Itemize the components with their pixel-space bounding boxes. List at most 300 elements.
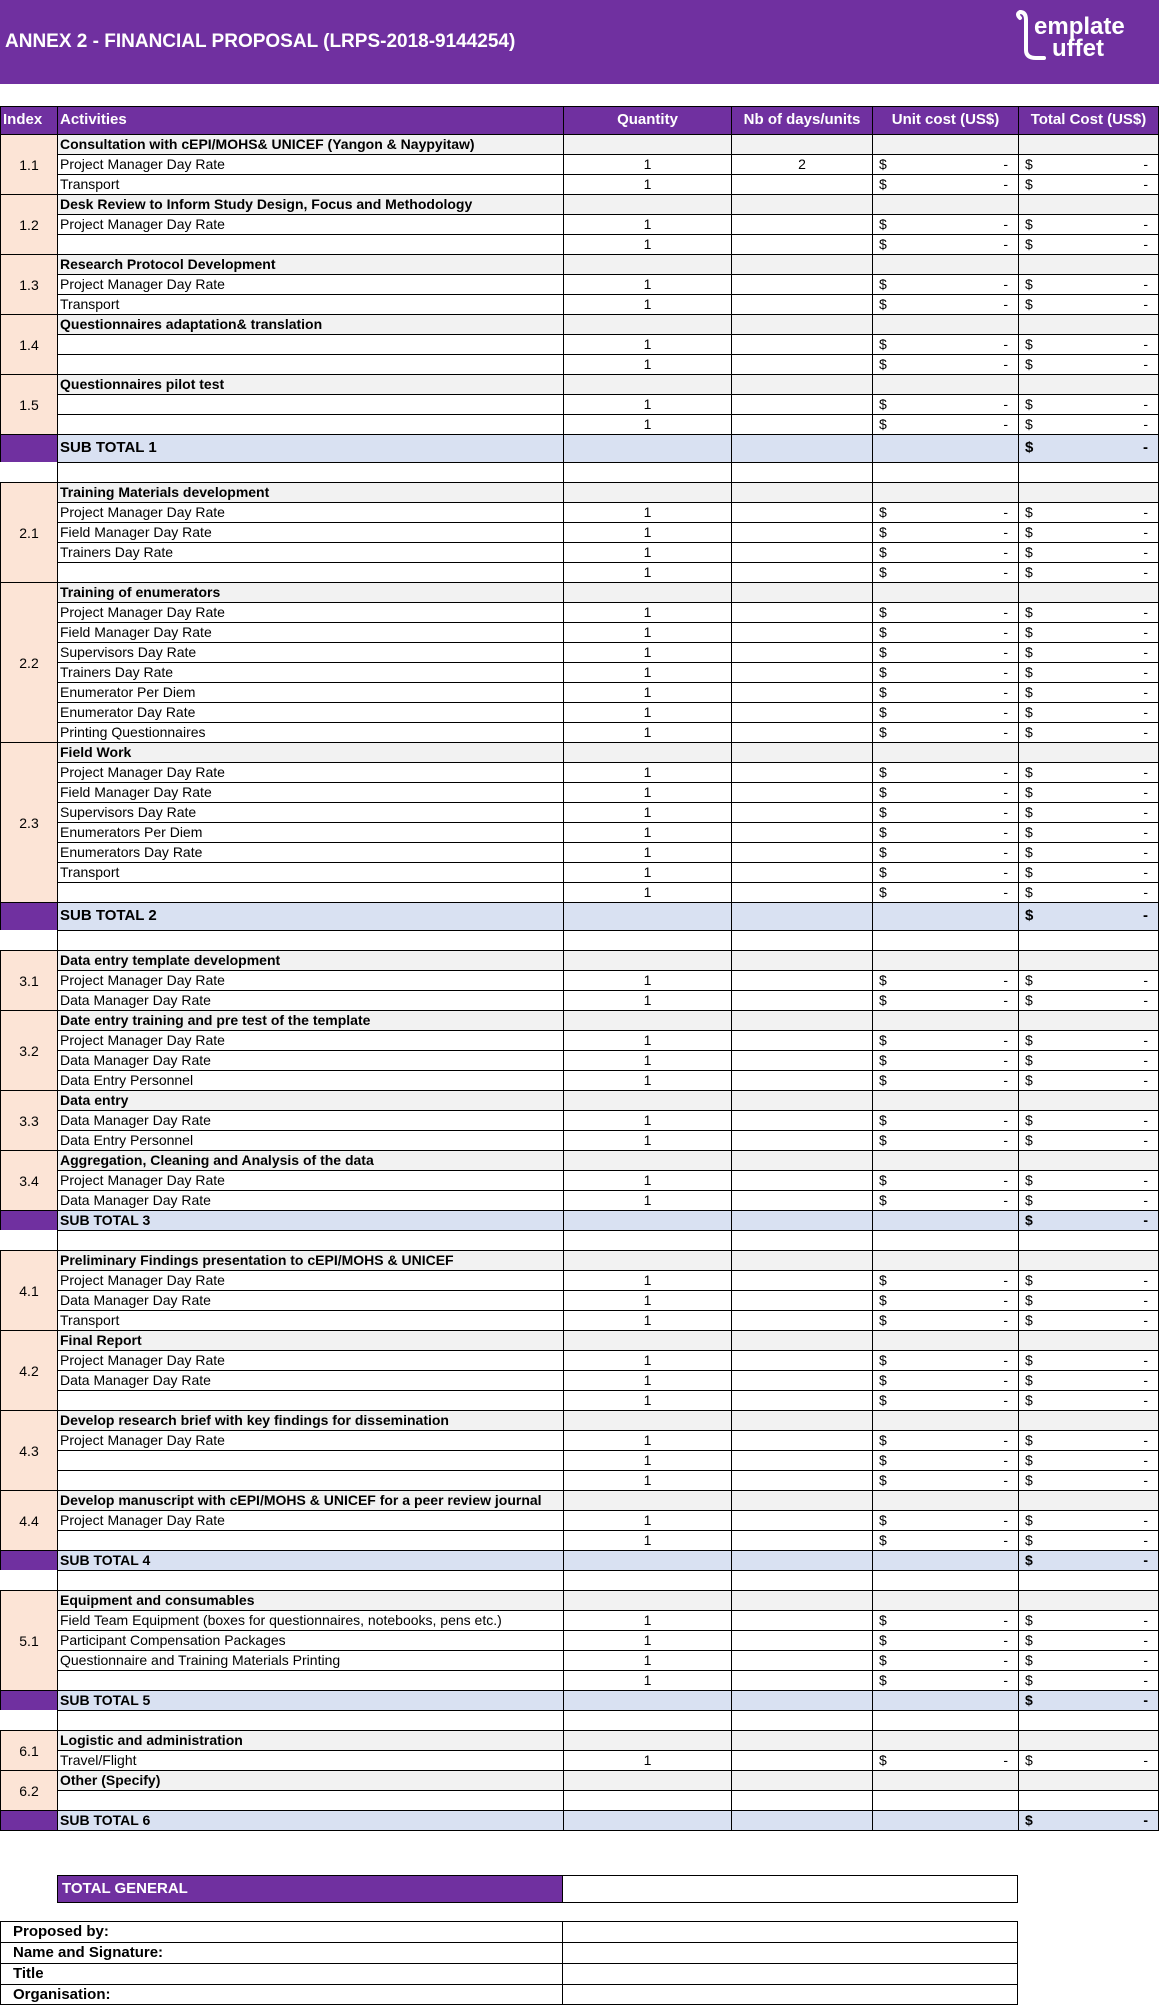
section-cell [563,742,731,762]
item-unit-cost [872,762,1018,782]
spacer-cell [872,930,1018,950]
section-cell [731,1410,872,1430]
subtotal-cell [563,434,731,462]
subtotal-amount-currency: $ [1025,1212,1033,1228]
item-total-cost-currency: $ [1025,784,1033,800]
item-days [731,522,872,542]
spacer-cell [872,462,1018,482]
item-unit-cost-amount: - [1003,1472,1008,1488]
row-index: 2.1 [0,482,57,582]
item-total-cost-currency: $ [1025,972,1033,988]
item-unit-cost-currency: $ [879,1072,887,1088]
item-total-cost [1018,1430,1159,1450]
item-unit-cost-amount: - [1003,604,1008,620]
item-total-cost-currency: $ [1025,804,1033,820]
section-header [0,1410,1159,1430]
section-cell [872,1090,1018,1110]
table-header [0,106,1159,134]
item-unit-cost-currency: $ [879,1452,887,1468]
item-days [731,662,872,682]
subtotal-amount [1018,1690,1159,1710]
item-days [731,1290,872,1310]
item-unit-cost-amount: - [1003,864,1008,880]
section-cell [563,582,731,602]
line-item [0,1190,1159,1210]
section-cell [1018,254,1159,274]
item-total-cost-amount: - [1143,1372,1148,1388]
item-label: Transport [57,174,563,194]
section-cell [563,134,731,154]
section-cell [731,1250,872,1270]
item-unit-cost [872,1170,1018,1190]
item-total-cost-currency: $ [1025,1652,1033,1668]
item-label: Project Manager Day Rate [57,154,563,174]
spacer-cell [1018,1710,1159,1730]
spacer-cell [563,930,731,950]
table-bottom-border [0,1830,1159,1831]
item-days [731,882,872,902]
item-unit-cost [872,1750,1018,1770]
item-total-cost-amount: - [1143,844,1148,860]
subtotal-amount-currency: $ [1025,1812,1033,1828]
item-label [57,1470,563,1490]
item-unit-cost-amount: - [1003,1112,1008,1128]
subtotal-amount [1018,1550,1159,1570]
item-total-cost-amount: - [1143,1132,1148,1148]
column-header-5: Total Cost (US$) [1018,106,1159,134]
item-total-cost [1018,1190,1159,1210]
section-cell [872,1410,1018,1430]
section-cell [872,254,1018,274]
item-total-cost-currency: $ [1025,156,1033,172]
item-quantity: 1 [563,662,731,682]
signature-value [562,1984,1018,2005]
item-label: Field Manager Day Rate [57,522,563,542]
item-unit-cost [872,642,1018,662]
item-unit-cost-amount: - [1003,1352,1008,1368]
item-unit-cost [872,562,1018,582]
item-quantity: 1 [563,842,731,862]
subtotal-amount-amount: - [1143,1212,1148,1228]
item-unit-cost-currency: $ [879,1672,887,1688]
item-days [731,1030,872,1050]
row-index: 6.2 [0,1770,57,1810]
subtotal-cell [731,1550,872,1570]
item-unit-cost-amount: - [1003,784,1008,800]
item-unit-cost [872,1270,1018,1290]
item-days [731,1670,872,1690]
item-total-cost-currency: $ [1025,296,1033,312]
section-cell [563,194,731,214]
section-cell [731,1590,872,1610]
item-quantity: 1 [563,1290,731,1310]
line-item [0,1050,1159,1070]
item-unit-cost [872,842,1018,862]
subtotal-row [0,902,1159,930]
item-unit-cost-amount: - [1003,1132,1008,1148]
section-header [0,254,1159,274]
item-total-cost-currency: $ [1025,216,1033,232]
item-total-cost [1018,702,1159,722]
item-days [731,1430,872,1450]
item-total-cost-amount: - [1143,1072,1148,1088]
item-unit-cost [872,862,1018,882]
item-quantity: 1 [563,622,731,642]
subtotal-label: SUB TOTAL 1 [57,434,563,462]
item-total-cost-amount: - [1143,1452,1148,1468]
item-unit-cost-amount: - [1003,684,1008,700]
item-unit-cost-amount: - [1003,764,1008,780]
item-unit-cost-currency: $ [879,624,887,640]
item-unit-cost-amount: - [1003,1272,1008,1288]
item-days [731,1190,872,1210]
line-item [0,1170,1159,1190]
signature-label: Organisation: [0,1984,563,2005]
item-total-cost-amount: - [1143,176,1148,192]
item-total-cost-amount: - [1143,992,1148,1008]
item-unit-cost-currency: $ [879,784,887,800]
section-cell [1018,1330,1159,1350]
line-item [0,294,1159,314]
item-label [57,1670,563,1690]
item-label: Project Manager Day Rate [57,1430,563,1450]
item-unit-cost-amount: - [1003,396,1008,412]
spacer-cell [731,1710,872,1730]
subtotal-row [0,1810,1159,1830]
item-total-cost-amount: - [1143,624,1148,640]
item-total-cost-currency: $ [1025,544,1033,560]
signature-row [0,1921,1018,1942]
item-total-cost-currency: $ [1025,884,1033,900]
item-total-cost [1018,1130,1159,1150]
item-total-cost-currency: $ [1025,1472,1033,1488]
item-total-cost [1018,542,1159,562]
item-days [731,1630,872,1650]
item-days [731,1470,872,1490]
item-total-cost-currency: $ [1025,1272,1033,1288]
section-title: Final Report [57,1330,563,1350]
item-quantity: 1 [563,602,731,622]
line-item [0,990,1159,1010]
section-cell [872,1590,1018,1610]
item-total-cost-currency: $ [1025,664,1033,680]
row-index: 4.4 [0,1490,57,1550]
item-label: Transport [57,294,563,314]
section-cell [872,482,1018,502]
item-days [731,234,872,254]
item-unit-cost-currency: $ [879,704,887,720]
section-cell [1018,1490,1159,1510]
item-quantity: 1 [563,1430,731,1450]
item-total-cost-currency: $ [1025,624,1033,640]
item-label: Project Manager Day Rate [57,502,563,522]
item-unit-cost [872,1450,1018,1470]
line-item [0,702,1159,722]
item-total-cost [1018,1310,1159,1330]
item-quantity: 1 [563,970,731,990]
section-cell [563,950,731,970]
section-cell [1018,1410,1159,1430]
item-total-cost-amount: - [1143,1052,1148,1068]
item-unit-cost [872,1130,1018,1150]
item-unit-cost [872,782,1018,802]
line-item [0,602,1159,622]
item-unit-cost-currency: $ [879,684,887,700]
item-unit-cost [872,1370,1018,1390]
subtotal-cell [872,902,1018,930]
line-item [0,1790,1159,1810]
item-total-cost-currency: $ [1025,764,1033,780]
item-total-cost-amount: - [1143,1352,1148,1368]
item-unit-cost-amount: - [1003,356,1008,372]
item-total-cost-amount: - [1143,236,1148,252]
item-unit-cost [872,1530,1018,1550]
item-unit-cost-amount: - [1003,504,1008,520]
section-cell [1018,1770,1159,1790]
item-total-cost-currency: $ [1025,1452,1033,1468]
item-unit-cost-amount: - [1003,664,1008,680]
section-cell [872,742,1018,762]
item-total-cost-currency: $ [1025,176,1033,192]
item-label [57,414,563,434]
signature-label: Proposed by: [0,1921,563,1942]
subtotal-amount-currency: $ [1025,907,1034,924]
item-unit-cost [872,802,1018,822]
item-label: Project Manager Day Rate [57,602,563,622]
item-total-cost-amount: - [1143,644,1148,660]
section-cell [872,1770,1018,1790]
item-total-cost [1018,1630,1159,1650]
item-unit-cost-amount: - [1003,1192,1008,1208]
spacer-cell [57,1230,563,1250]
section-cell [1018,482,1159,502]
subtotal-index-cell [0,1690,57,1710]
item-total-cost-currency: $ [1025,704,1033,720]
section-cell [1018,582,1159,602]
section-header [0,482,1159,502]
item-label: Data Manager Day Rate [57,1110,563,1130]
item-total-cost [1018,1530,1159,1550]
item-total-cost [1018,1670,1159,1690]
item-total-cost-currency: $ [1025,356,1033,372]
item-total-cost-currency: $ [1025,1632,1033,1648]
financial-proposal-table [0,106,1159,1834]
section-header [0,194,1159,214]
item-total-cost-amount: - [1143,564,1148,580]
item-total-cost-currency: $ [1025,992,1033,1008]
subtotal-row [0,1550,1159,1570]
item-quantity: 1 [563,862,731,882]
item-unit-cost-amount: - [1003,236,1008,252]
item-unit-cost-amount: - [1003,1432,1008,1448]
column-header-4: Unit cost (US$) [872,106,1018,134]
item-unit-cost-amount: - [1003,216,1008,232]
item-unit-cost-amount: - [1003,564,1008,580]
section-cell [731,314,872,334]
row-index: 1.1 [0,134,57,194]
line-item [0,1670,1159,1690]
item-days [731,622,872,642]
item-total-cost [1018,394,1159,414]
item-total-cost [1018,154,1159,174]
item-unit-cost-currency: $ [879,1032,887,1048]
item-unit-cost-currency: $ [879,396,887,412]
item-label: Enumerators Day Rate [57,842,563,862]
item-unit-cost [872,542,1018,562]
item-quantity: 1 [563,642,731,662]
item-total-cost-currency: $ [1025,864,1033,880]
item-total-cost [1018,354,1159,374]
item-total-cost-currency: $ [1025,1112,1033,1128]
item-label: Project Manager Day Rate [57,1170,563,1190]
item-total-cost-amount: - [1143,804,1148,820]
item-total-cost-amount: - [1143,336,1148,352]
item-total-cost-currency: $ [1025,1072,1033,1088]
item-unit-cost-amount: - [1003,416,1008,432]
spacer-cell [57,462,563,482]
section-cell [1018,194,1159,214]
line-item [0,802,1159,822]
svg-text:emplate: emplate [1034,13,1125,40]
subtotal-index-cell [0,1550,57,1570]
item-unit-cost [872,294,1018,314]
item-unit-cost [872,662,1018,682]
item-quantity: 1 [563,782,731,802]
item-label: Field Manager Day Rate [57,782,563,802]
item-total-cost-amount: - [1143,824,1148,840]
item-total-cost-currency: $ [1025,1192,1033,1208]
section-cell [1018,1730,1159,1750]
row-index: 2.3 [0,742,57,902]
item-label [57,234,563,254]
item-total-cost [1018,662,1159,682]
column-header-1: Activities [57,106,563,134]
section-header [0,1490,1159,1510]
item-total-cost [1018,1290,1159,1310]
item-total-cost-amount: - [1143,1192,1148,1208]
section-cell [731,1770,872,1790]
item-unit-cost-amount: - [1003,844,1008,860]
item-quantity: 1 [563,990,731,1010]
row-index: 5.1 [0,1590,57,1690]
item-days [731,1110,872,1130]
item-days [731,414,872,434]
section-cell [563,1330,731,1350]
section-title: Aggregation, Cleaning and Analysis of the data [57,1150,563,1170]
item-label: Project Manager Day Rate [57,1270,563,1290]
item-total-cost [1018,862,1159,882]
column-header-0: Index [0,106,57,134]
signature-value [562,1942,1018,1963]
item-unit-cost-amount: - [1003,1392,1008,1408]
line-item [0,1530,1159,1550]
subtotal-amount-amount: - [1143,1692,1148,1708]
item-total-cost-currency: $ [1025,1032,1033,1048]
item-total-cost-amount: - [1143,1272,1148,1288]
item-total-cost-amount: - [1143,544,1148,560]
item-quantity: 1 [563,414,731,434]
item-total-cost-currency: $ [1025,1392,1033,1408]
item-unit-cost-currency: $ [879,1112,887,1128]
subtotal-amount-currency: $ [1025,439,1034,456]
line-item [0,1610,1159,1630]
item-total-cost-currency: $ [1025,824,1033,840]
page-title: ANNEX 2 - FINANCIAL PROPOSAL (LRPS-2018-9144254) [5,31,516,52]
item-unit-cost [872,1390,1018,1410]
item-days [731,274,872,294]
section-header [0,1250,1159,1270]
section-title: Training of enumerators [57,582,563,602]
item-total-cost-currency: $ [1025,1432,1033,1448]
item-days [731,1370,872,1390]
section-header [0,374,1159,394]
spacer-row [0,1570,1159,1590]
item-label [57,334,563,354]
title-banner [0,0,1159,84]
item-label: Data Entry Personnel [57,1130,563,1150]
row-index: 2.2 [0,582,57,742]
subtotal-cell [872,1690,1018,1710]
item-total-cost-amount: - [1143,1632,1148,1648]
item-total-cost-currency: $ [1025,1312,1033,1328]
item-total-cost-currency: $ [1025,684,1033,700]
item-total-cost-amount: - [1143,276,1148,292]
line-item [0,1070,1159,1090]
section-title: Preliminary Findings presentation to cEPI/MOHS & UNICEF [57,1250,563,1270]
section-header [0,582,1159,602]
item-days [731,722,872,742]
line-item [0,1270,1159,1290]
item-quantity: 1 [563,174,731,194]
section-cell [731,194,872,214]
item-quantity: 1 [563,522,731,542]
section-cell [731,1010,872,1030]
item-total-cost-amount: - [1143,1292,1148,1308]
item-quantity: 1 [563,214,731,234]
section-cell [731,254,872,274]
section-cell [563,374,731,394]
total-general-value [562,1875,1018,1903]
item-total-cost-currency: $ [1025,1612,1033,1628]
item-unit-cost-currency: $ [879,884,887,900]
item-days [731,1650,872,1670]
item-unit-cost-currency: $ [879,804,887,820]
item-unit-cost [872,622,1018,642]
line-item [0,842,1159,862]
item-unit-cost [872,1430,1018,1450]
item-quantity: 1 [563,702,731,722]
item-total-cost-amount: - [1143,1392,1148,1408]
item-total-cost-currency: $ [1025,1372,1033,1388]
spacer-row [0,1710,1159,1730]
item-unit-cost-currency: $ [879,296,887,312]
item-label [57,1390,563,1410]
item-unit-cost [872,214,1018,234]
line-item [0,1310,1159,1330]
item-unit-cost [872,274,1018,294]
section-title: Field Work [57,742,563,762]
item-unit-cost-currency: $ [879,1372,887,1388]
section-cell [731,582,872,602]
item-label: Data Manager Day Rate [57,1370,563,1390]
item-unit-cost [872,1110,1018,1130]
item-quantity: 1 [563,682,731,702]
item-unit-cost-amount: - [1003,804,1008,820]
subtotal-cell [563,1690,731,1710]
item-quantity: 1 [563,1670,731,1690]
item-total-cost-amount: - [1143,784,1148,800]
section-cell [563,482,731,502]
